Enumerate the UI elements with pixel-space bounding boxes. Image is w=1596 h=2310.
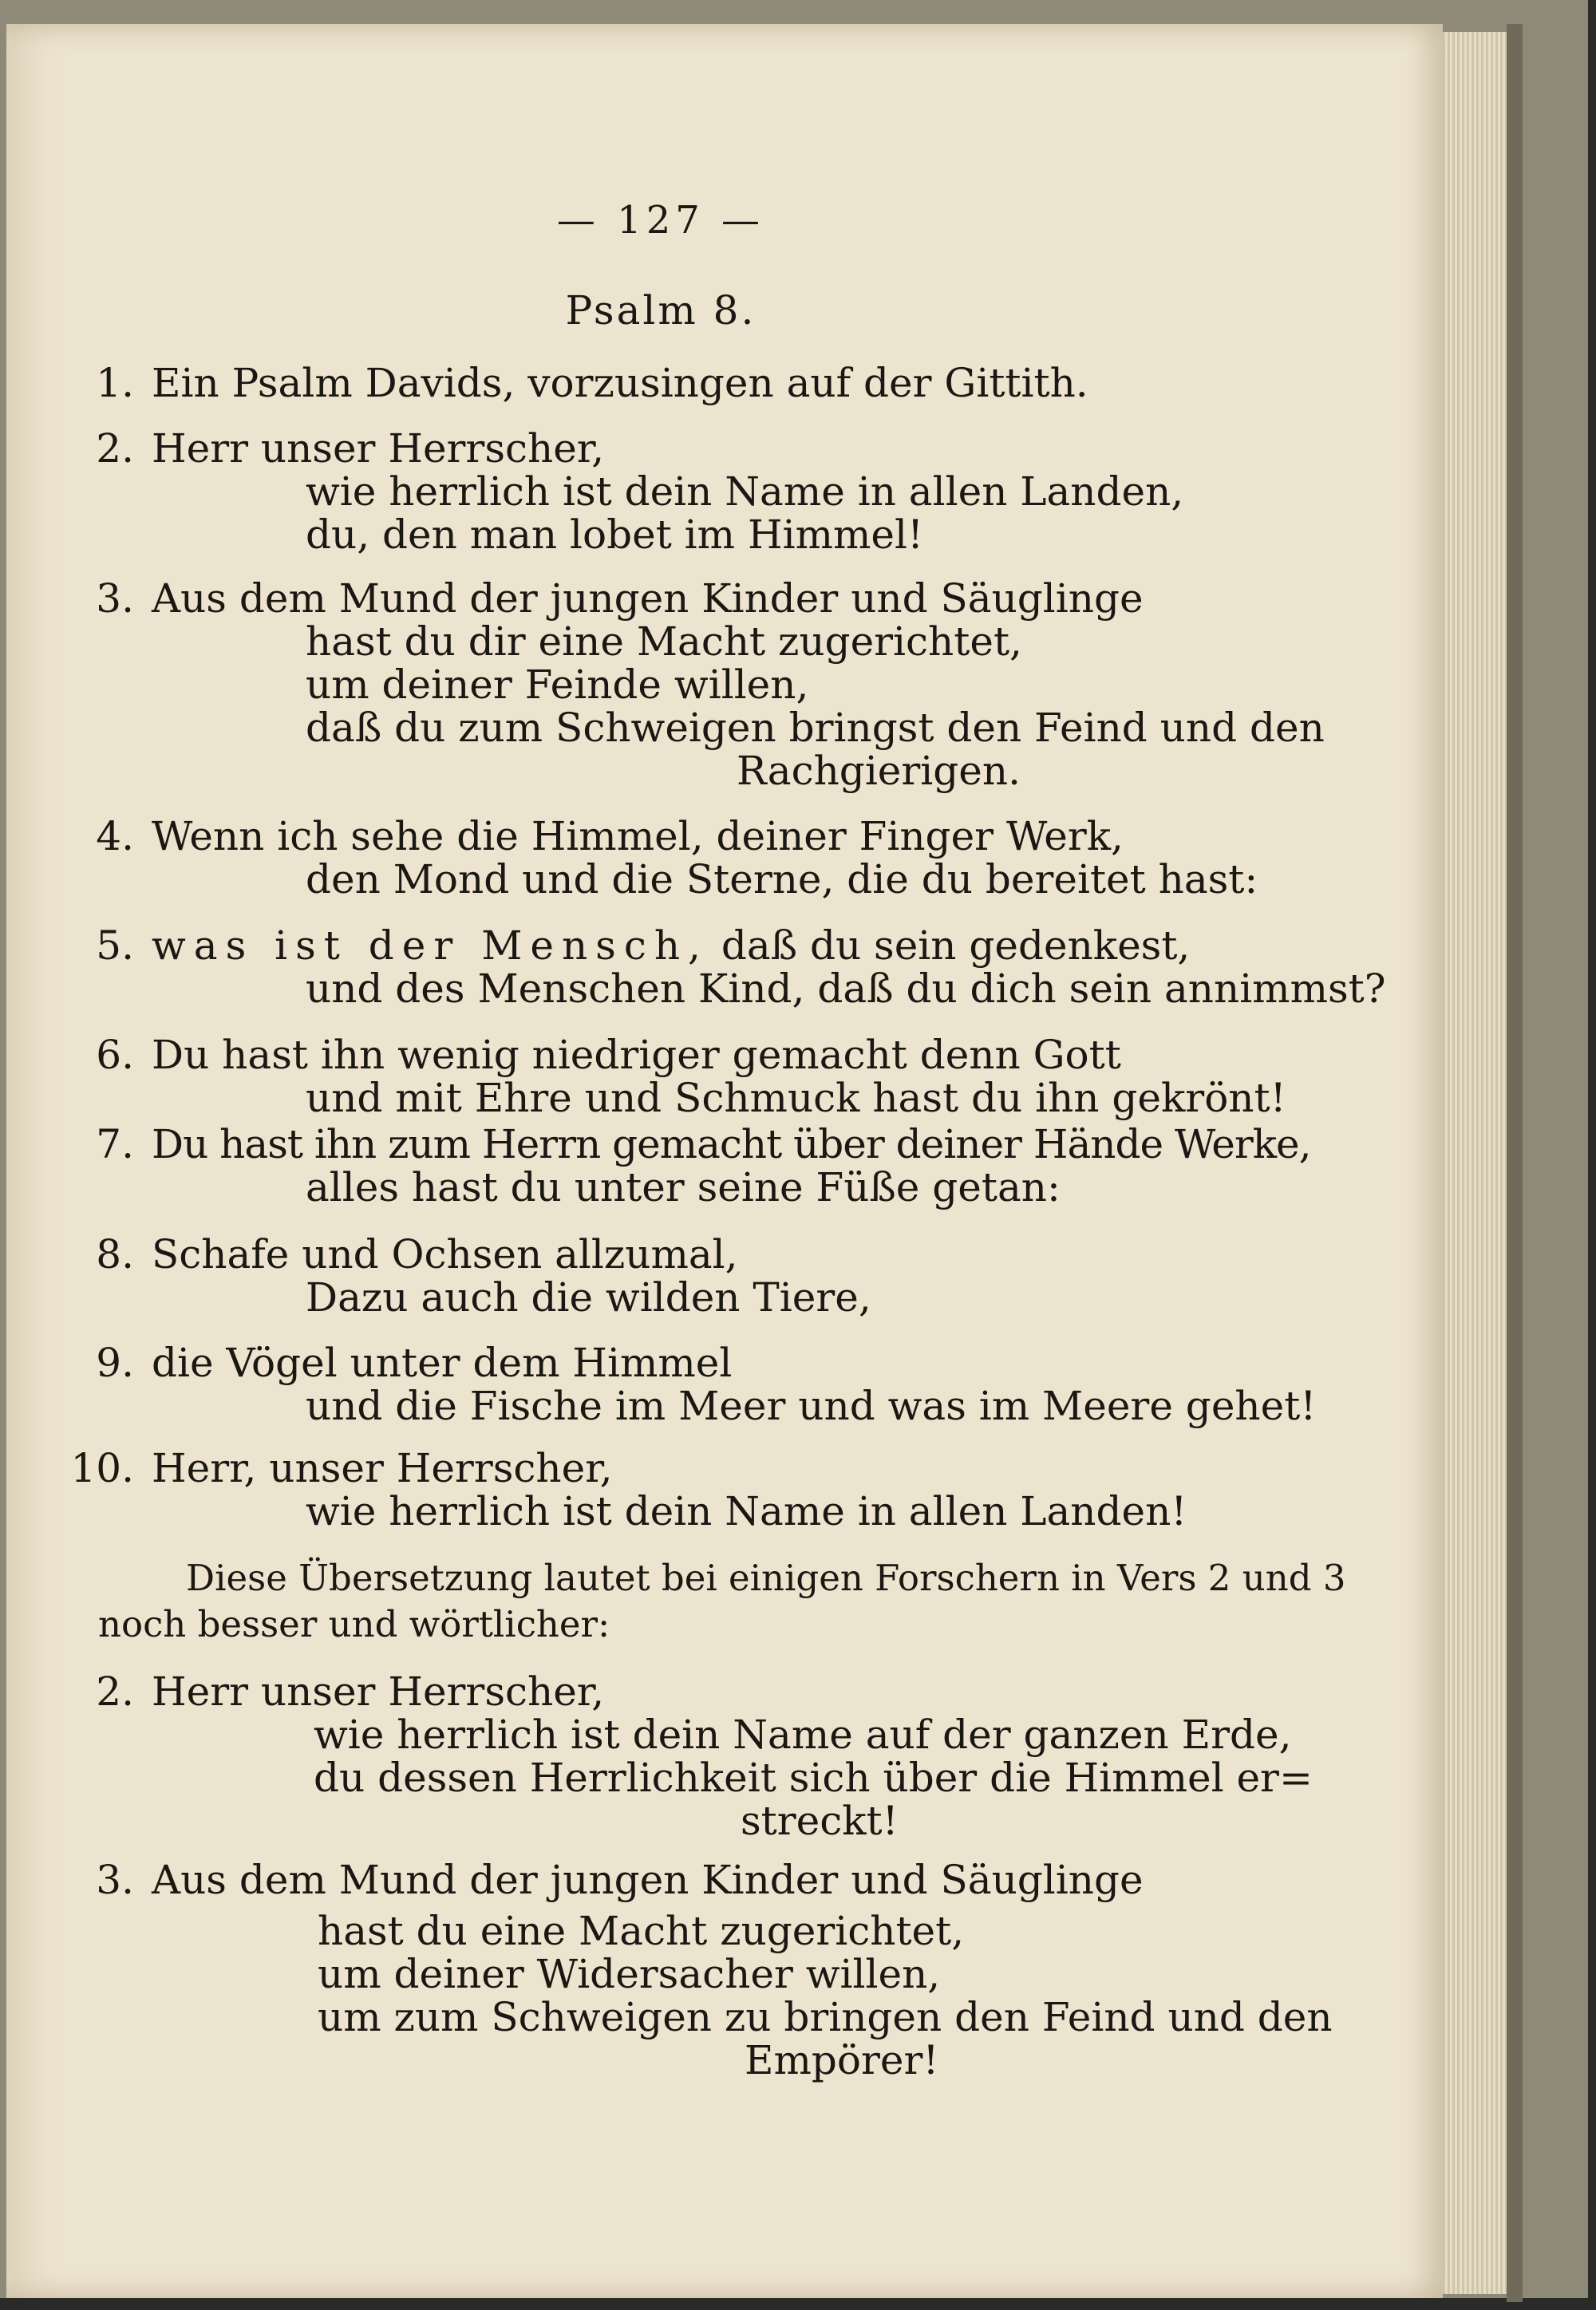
page-edges — [1443, 32, 1507, 2294]
verse-number: 5. — [96, 922, 134, 969]
page-number: — 127 — — [556, 198, 765, 243]
verse-line — [152, 922, 1190, 969]
verse-number: 7. — [96, 1121, 134, 1167]
psalm-title: Psalm 8. — [565, 287, 757, 334]
verse-line: alles hast du unter seine Füße getan: — [306, 1164, 1061, 1210]
verse-line: wie herrlich ist dein Name auf der ganzen Erde, — [314, 1712, 1292, 1758]
verse-line: Herr unser Herrscher, — [152, 425, 605, 472]
page-content — [6, 24, 1443, 2298]
translation-note-line: noch besser und wörtlicher: — [98, 1603, 610, 1645]
verse-line: hast du dir eine Macht zugerichtet, — [306, 618, 1022, 665]
verse-line: daß du zum Schweigen bringst den Feind und den — [306, 705, 1325, 751]
verse-line: Rachgierigen. — [737, 748, 1021, 794]
verse-line: Aus dem Mund der jungen Kinder und Säuglinge — [152, 575, 1144, 622]
verse-line: um deiner Feinde willen, — [306, 661, 809, 708]
translation-note-line: Diese Übersetzung lautet bei einigen Forschern in Vers 2 und 3 — [186, 1557, 1346, 1599]
verse-number: 3. — [96, 1857, 134, 1903]
verse-number: 6. — [96, 1032, 134, 1078]
spaced-emphasis: was ist der Mensch, — [152, 922, 709, 969]
verse-line: wie herrlich ist dein Name in allen Landen, — [306, 468, 1184, 515]
verse-line: streckt! — [741, 1798, 899, 1844]
verse-number: 3. — [96, 575, 134, 622]
verse-line-rest: daß du sein gedenkest, — [708, 922, 1191, 969]
verse-number: 8. — [96, 1231, 134, 1277]
verse-number: 9. — [96, 1340, 134, 1386]
verse-line: um zum Schweigen zu bringen den Feind und den — [318, 1994, 1333, 2040]
verse-line: Herr unser Herrscher, — [152, 1668, 605, 1715]
book-page — [6, 24, 1443, 2298]
verse-line: du dessen Herrlichkeit sich über die Himmel er= — [314, 1755, 1313, 1801]
verse-number: 2. — [96, 425, 134, 472]
verse-line: Ein Psalm Davids, vorzusingen auf der Gittith. — [152, 360, 1088, 406]
verse-line: du, den man lobet im Himmel! — [306, 511, 924, 558]
verse-line: hast du eine Macht zugerichtet, — [318, 1908, 965, 1954]
verse-line: um deiner Widersacher willen, — [318, 1951, 941, 1997]
verse-line: die Vögel unter dem Himmel — [152, 1340, 733, 1386]
verse-line: Aus dem Mund der jungen Kinder und Säuglinge — [152, 1857, 1144, 1903]
verse-line: Du hast ihn zum Herrn gemacht über deiner Hände Werke, — [152, 1121, 1311, 1167]
verse-line: Herr, unser Herrscher, — [152, 1445, 613, 1491]
verse-line: Du hast ihn wenig niedriger gemacht denn Gott — [152, 1032, 1121, 1078]
page-edge-shadow — [1507, 24, 1523, 2302]
verse-number: 2. — [96, 1668, 134, 1715]
verse-number: 10. — [70, 1445, 134, 1491]
verse-line: wie herrlich ist dein Name in allen Landen! — [306, 1488, 1187, 1534]
verse-line: und die Fische im Meer und was im Meere gehet! — [306, 1383, 1317, 1429]
verse-line: den Mond und die Sterne, die du bereitet hast: — [306, 856, 1258, 902]
verse-number: 4. — [96, 813, 134, 859]
verse-line: Dazu auch die wilden Tiere, — [306, 1274, 871, 1321]
verse-line: Wenn ich sehe die Himmel, deiner Finger Werk, — [152, 813, 1124, 859]
verse-line: und des Menschen Kind, daß du dich sein annimmst? — [306, 965, 1386, 1012]
verse-line: Schafe und Ochsen allzumal, — [152, 1231, 738, 1277]
verse-line: Empörer! — [745, 2037, 939, 2083]
verse-number: 1. — [96, 360, 134, 406]
verse-line: und mit Ehre und Schmuck hast du ihn gekrönt! — [306, 1075, 1286, 1121]
